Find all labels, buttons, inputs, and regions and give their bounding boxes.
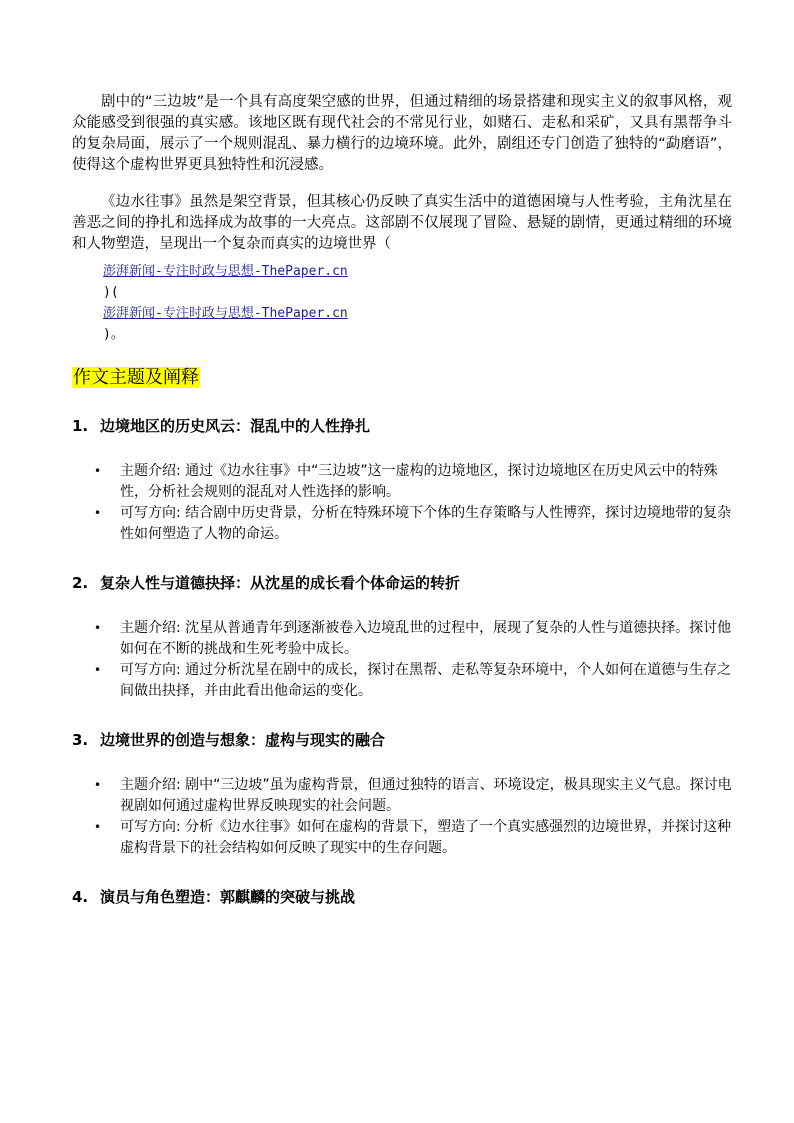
topic-4 [72, 886, 732, 908]
topic-points [72, 775, 732, 859]
topic-3 [72, 729, 732, 859]
topic-points [72, 618, 732, 702]
reference-link-1[interactable]: 澎湃新闻-专注时政与思想-ThePaper.cn [103, 264, 348, 279]
list-item: • 可写方向: 通过分析沈星在剧中的成长，探讨在黑帮、走私等复杂环境中，个人如何在道德与生存之间做出抉择，并由此看出他命运的变化。 [94, 662, 732, 699]
topic-title [72, 572, 732, 594]
topic-number: 1. [72, 417, 89, 435]
bullet-icon: • [94, 663, 102, 677]
intro-paragraph-1: 剧中的“三边坡”是一个具有高度架空感的世界，但通过精细的场景搭建和现实主义的叙事风格，观众能感受到很强的真实感。该地区既有现代社会的不常见行业，如赌石、走私和采矿，又具有黑帮争斗的复杂局面，展示了一个规则混乱、暴力横行的边境环境。此外，剧组还专门创造了独特的“勐磨语”，使得这个虚构世界更具独特性和沉浸感。 [72, 94, 732, 173]
topic-number: 3. [72, 731, 89, 749]
list-item: • 主题介绍: 剧中“三边坡”虽为虚构背景，但通过独特的语言、环境设定，极具现实主义气息。探讨电视剧如何通过虚构世界反映现实的社会问题。 [94, 777, 732, 814]
reference-separator: )( [103, 285, 119, 300]
section-heading-text: 作文主题及阐释 [73, 367, 199, 388]
topic-title-text: 边境世界的创造与想象：虚构与现实的融合 [100, 731, 386, 749]
intro-paragraph-2: 《边水往事》虽然是架空背景，但其核心仍反映了真实生活中的道德困境与人性考验，主角沈星在善恶之间的挣扎和选择成为故事的一大亮点。这部剧不仅展现了冒险、悬疑的剧情，更通过精细的环境和人物塑造，呈现出一个复杂而真实的边境世界（ [72, 194, 732, 252]
reference-links [72, 261, 732, 345]
section-heading [72, 364, 732, 392]
list-item: • 主题介绍: 沈星从普通青年到逐渐被卷入边境乱世的过程中，展现了复杂的人性与道德抉择。探讨他如何在不断的挑战和生死考验中成长。 [94, 620, 732, 657]
topic-points [72, 461, 732, 545]
topic-title [72, 415, 732, 437]
topic-title-text: 演员与角色塑造：郭麒麟的突破与挑战 [100, 888, 356, 906]
topic-1 [72, 415, 732, 545]
bullet-icon: • [94, 464, 102, 478]
list-item: • 主题介绍: 通过《边水往事》中“三边坡”这一虚构的边境地区，探讨边境地区在历史风云中的特殊性，分析社会规则的混乱对人性选择的影响。 [94, 463, 718, 500]
topic-number: 4. [72, 888, 89, 906]
topic-number: 2. [72, 574, 89, 592]
document-page [72, 92, 732, 908]
topic-2 [72, 572, 732, 702]
topic-title-text: 复杂人性与道德抉择：从沈星的成长看个体命运的转折 [100, 574, 461, 592]
bullet-icon: • [94, 820, 102, 834]
reference-end: )。 [103, 327, 124, 342]
topic-title [72, 886, 732, 908]
bullet-icon: • [94, 621, 102, 635]
topic-title [72, 729, 732, 751]
list-item: • 可写方向: 分析《边水往事》如何在虚构的背景下，塑造了一个真实感强烈的边境世界，并探讨这种虚构背景下的社会结构如何反映了现实中的生存问题。 [94, 819, 732, 856]
topic-title-text: 边境地区的历史风云：混乱中的人性挣扎 [100, 417, 371, 435]
reference-link-2[interactable]: 澎湃新闻-专注时政与思想-ThePaper.cn [103, 306, 348, 321]
bullet-icon: • [94, 506, 102, 520]
list-item: • 可写方向: 结合剧中历史背景，分析在特殊环境下个体的生存策略与人性博弈，探讨边境地带的复杂性如何塑造了人物的命运。 [94, 505, 732, 542]
bullet-icon: • [94, 778, 102, 792]
